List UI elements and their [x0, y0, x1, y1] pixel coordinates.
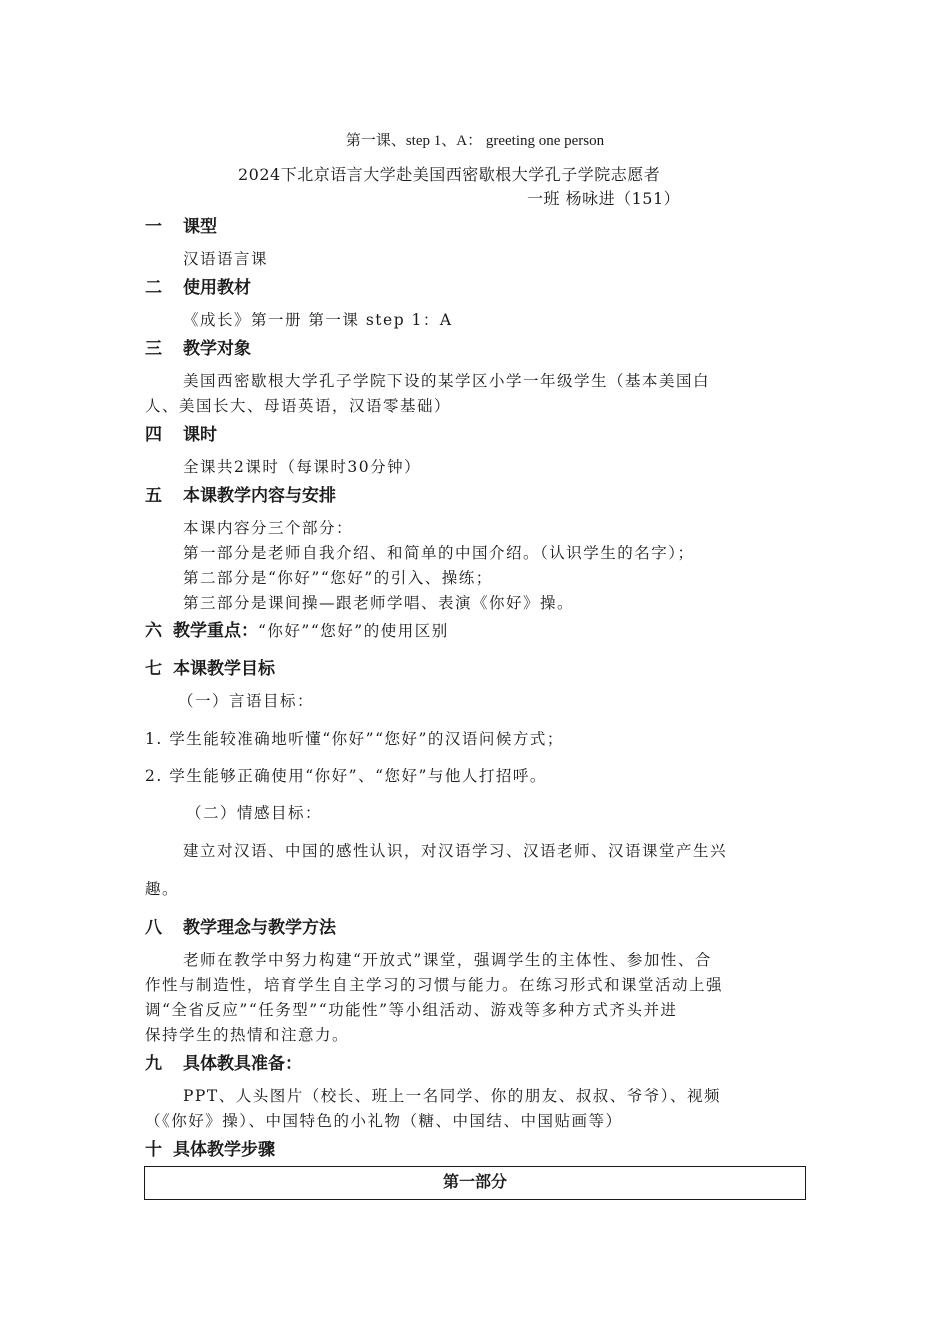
- section-heading-10: 十 具体教学步骤: [145, 1140, 275, 1160]
- section-heading-8: 八 教学理念与教学方法: [145, 918, 336, 938]
- section-5-text-4: 第三部分是课间操—跟老师学唱、表演《你好》操。: [183, 594, 575, 612]
- author-line-1: 2024下北京语言大学赴美国西密歇根大学孔子学院志愿者: [238, 165, 661, 184]
- section-7-text-1: （一）言语目标：: [178, 692, 315, 710]
- section-heading-4: 四 课时: [145, 425, 217, 445]
- section-6-text: “你好”“您好”的使用区别: [258, 622, 449, 640]
- section-heading-1: 一 课型: [145, 217, 217, 237]
- section-3-text-2: 人、美国长大、母语英语，汉语零基础）: [145, 397, 452, 415]
- section-8-text-2: 作性与制造性，培育学生自主学习的习惯与能力。在练习形式和课堂活动上强: [145, 976, 724, 994]
- section-5-text-1: 本课内容分三个部分：: [183, 519, 354, 537]
- section-7-text-3: 2. 学生能够正确使用“你好”、“您好”与他人打招呼。: [145, 767, 547, 785]
- section-5-text-2: 第一部分是老师自我介绍、和简单的中国介绍。（认识学生的名字）；: [183, 544, 695, 562]
- table-header-part-1: 第一部分: [442, 1172, 507, 1191]
- section-heading-9: 九 具体教具准备：: [145, 1054, 302, 1074]
- section-5-text-3: 第二部分是“你好”“您好”的引入、操练；: [183, 569, 493, 587]
- lesson-title: 第一课、step 1、A： greeting one person: [345, 133, 605, 149]
- section-heading-3: 三 教学对象: [145, 339, 251, 359]
- section-8-text-4: 保持学生的热情和注意力。: [145, 1026, 350, 1044]
- section-4-text: 全课共2课时（每课时30分钟）: [183, 458, 422, 476]
- section-heading-5: 五 本课教学内容与安排: [145, 486, 336, 506]
- section-7-text-5: 建立对汉语、中国的感性认识，对汉语学习、汉语老师、汉语课堂产生兴: [183, 842, 728, 860]
- section-9-text-2: （《你好》操）、中国特色的小礼物（糖、中国结、中国贴画等）: [145, 1112, 623, 1130]
- section-heading-2: 二 使用教材: [145, 278, 251, 298]
- section-2-text: 《成长》第一册 第一课 step 1：A: [183, 311, 453, 329]
- steps-table: [144, 1166, 806, 1200]
- section-heading-6: 六 教学重点：“你好”“您好”的使用区别: [145, 621, 449, 641]
- section-8-text-1: 老师在教学中努力构建“开放式”课堂，强调学生的主体性、参加性、合: [183, 951, 712, 969]
- section-1-text: 汉语语言课: [183, 250, 269, 268]
- section-7-text-4: （二）情感目标：: [186, 804, 323, 822]
- author-line-2: 一班 杨咏进（151）: [527, 189, 681, 208]
- section-8-text-3: 调“全省反应”“任务型”“功能性”等小组活动、游戏等多种方式齐头并进: [145, 1001, 678, 1019]
- section-7-text-6: 趣。: [145, 880, 180, 898]
- section-3-text-1: 美国西密歇根大学孔子学院下设的某学区小学一年级学生（基本美国白: [183, 372, 711, 390]
- section-7-text-2: 1. 学生能较准确地听懂“你好”“您好”的汉语问候方式；: [145, 730, 564, 748]
- section-heading-7: 七 本课教学目标: [145, 659, 275, 679]
- section-9-text-1: PPT、人头图片（校长、班上一名同学、你的朋友、叔叔、爷爷）、视频: [183, 1087, 721, 1105]
